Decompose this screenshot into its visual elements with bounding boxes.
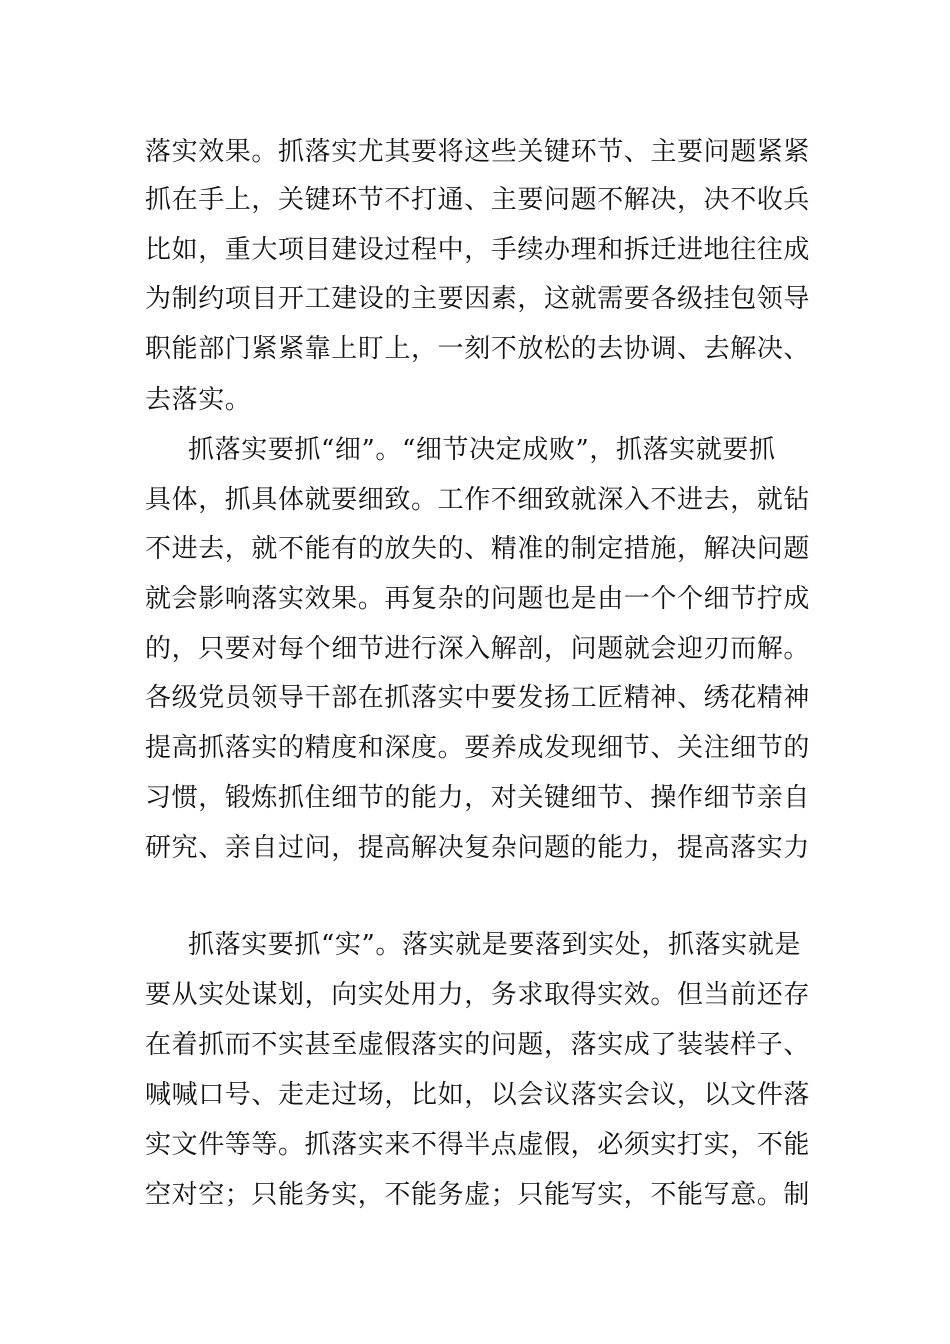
text-line: 习惯，锻炼抓住细节的能力，对关键细节、操作细节亲自 (145, 783, 811, 813)
text-line: 喊喊口号、走走过场，比如，以会议落实会议，以文件落 (145, 1080, 811, 1110)
text-line: 不进去，就不能有的放失的、精准的制定措施，解决问题 (145, 534, 811, 564)
text-line: 就会影响落实效果。再复杂的问题也是由一个个细节拧成 (145, 584, 811, 614)
text-line: 抓落实要抓“实”。落实就是要落到实处，抓落实就是 (188, 930, 801, 960)
text-line: 职能部门紧紧靠上盯上，一刻不放松的去协调、去解决、 (145, 334, 811, 364)
text-line: 比如，重大项目建设过程中，手续办理和拆迁进地往往成 (145, 235, 811, 265)
text-line: 为制约项目开工建设的主要因素，这就需要各级挂包领导 (145, 284, 811, 314)
text-line: 实文件等等。抓落实来不得半点虚假，必须实打实，不能 (145, 1130, 811, 1160)
text-line: 落实效果。抓落实尤其要将这些关键环节、主要问题紧紧 (145, 137, 811, 167)
text-line: 各级党员领导干部在抓落实中要发扬工匠精神、绣花精神 (145, 683, 811, 713)
text-line: 提高抓落实的精度和深度。要养成发现细节、关注细节的 (145, 733, 811, 763)
text-line: 去落实。 (145, 385, 252, 415)
text-line: 的，只要对每个细节进行深入解剖，问题就会迎刃而解。 (145, 634, 811, 664)
text-line: 空对空；只能务实，不能务虚；只能写实，不能写意。制 (145, 1180, 811, 1210)
text-line: 抓在手上，关键环节不打通、主要问题不解决，决不收兵 (145, 185, 811, 215)
text-line: 抓落实要抓“细”。“细节决定成败”，抓落实就要抓 (188, 435, 776, 465)
text-line: 在着抓而不实甚至虚假落实的问题，落实成了装装样子、 (145, 1030, 811, 1060)
text-line: 具体，抓具体就要细致。工作不细致就深入不进去，就钻 (145, 485, 811, 515)
text-line: 研究、亲自过问，提高解决复杂问题的能力，提高落实力 (145, 833, 811, 863)
text-line: 要从实处谋划，向实处用力，务求取得实效。但当前还存 (145, 980, 811, 1010)
